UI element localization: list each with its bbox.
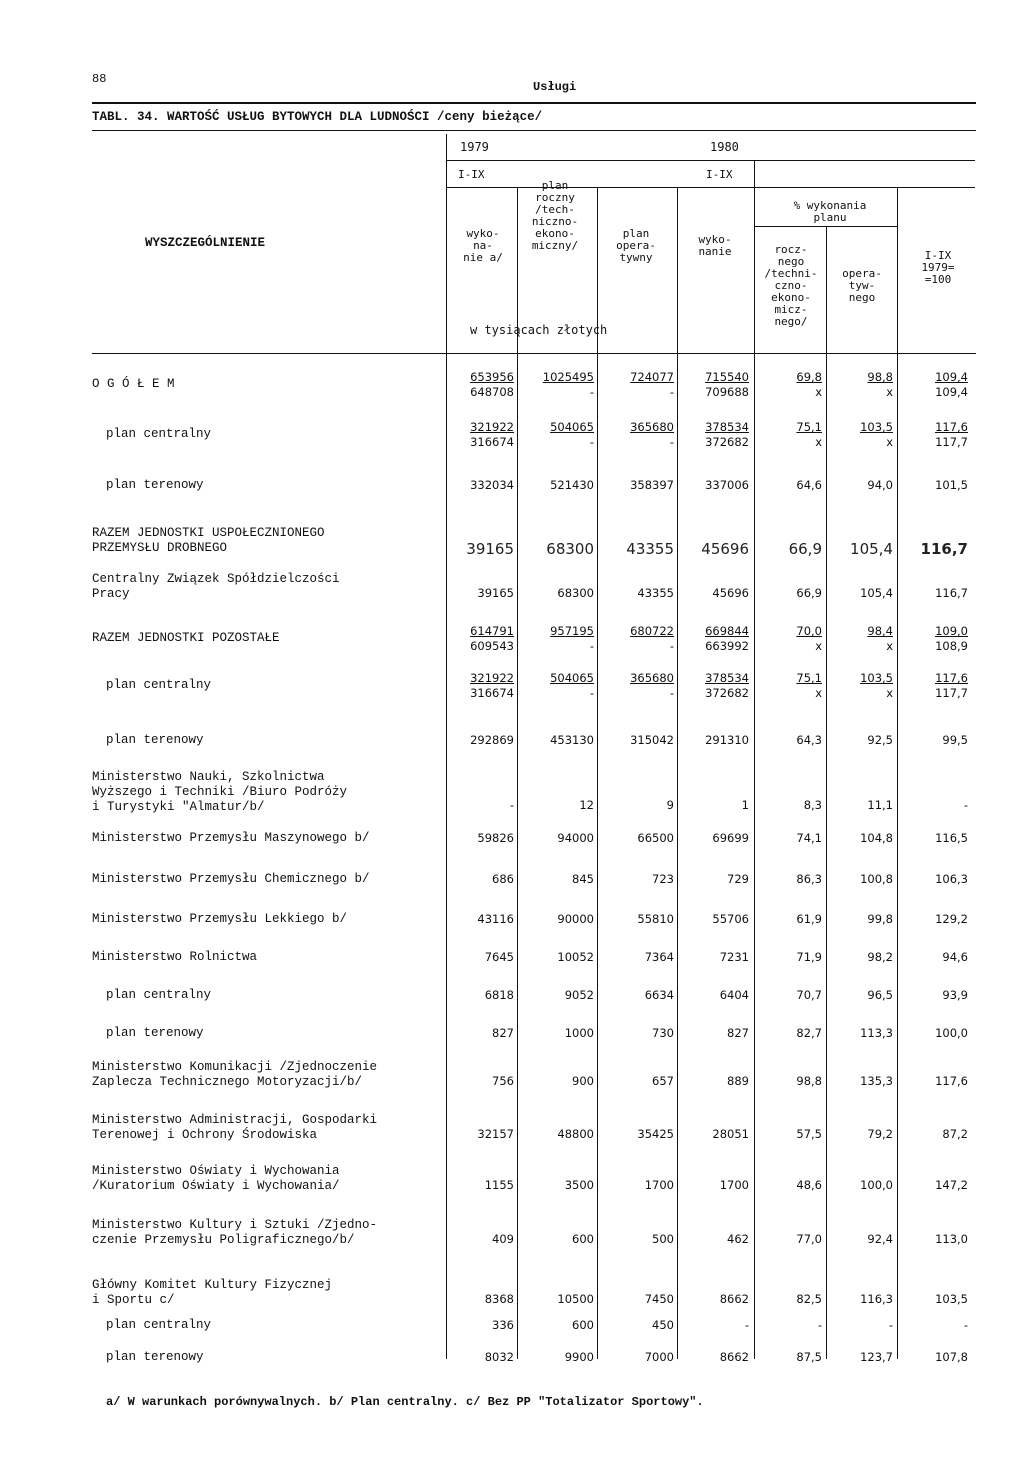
cell-v6: 98,8 [867, 370, 893, 384]
cell-v6: 99,8 [867, 912, 893, 926]
col-line-5 [826, 226, 827, 1359]
row-label: Ministerstwo Przemysłu Chemicznego b/ [92, 872, 370, 886]
cell-v3: 43355 [637, 586, 674, 600]
cell-v3: 7450 [644, 1292, 674, 1306]
cell-v4: 669844 [705, 624, 749, 638]
cell-v1: 8368 [484, 1292, 514, 1306]
cell-v7: 109,4 [935, 370, 968, 384]
cell-v5: 75,1 [796, 420, 822, 434]
cell-v4: 729 [727, 872, 749, 886]
cell-v1: 686 [492, 872, 514, 886]
cell-v2: 94000 [557, 831, 594, 845]
col-pct-header: % wykonania planu [793, 199, 867, 224]
cell-v1: 292869 [470, 733, 514, 747]
cell-v6: 113,3 [860, 1026, 893, 1040]
cell-v6: 103,5 [860, 671, 893, 685]
cell-v1: 756 [492, 1074, 514, 1088]
cell-v5: - [817, 1318, 822, 1332]
row-label: Ministerstwo Przemysłu Maszynowego b/ [92, 831, 370, 845]
cell-v2: 453130 [550, 733, 594, 747]
cell-v6: 96,5 [867, 988, 893, 1002]
year-1979: 1979 [460, 140, 489, 154]
row-label: plan terenowy [106, 1350, 204, 1364]
cell-v7: 116,7 [935, 586, 968, 600]
row-label: Ministerstwo Rolnictwa [92, 950, 258, 964]
cell-v2: 3500 [564, 1178, 594, 1192]
table-title: TABL. 34. WARTOŚĆ USŁUG BYTOWYCH DLA LUDNOŚCI /ceny bieżące/ [92, 110, 543, 124]
cell-v6: 104,8 [860, 831, 893, 845]
cell-v4: 889 [727, 1074, 749, 1088]
cell-v7: 113,0 [935, 1232, 968, 1246]
cell-v4-second: 709688 [705, 385, 749, 399]
year-1980: 1980 [710, 140, 739, 154]
cell-v6: 105,4 [850, 540, 893, 558]
header-rule-1 [447, 160, 975, 161]
cell-v6: 98,4 [867, 624, 893, 638]
cell-v4: 69699 [712, 831, 749, 845]
row-label: plan centralny [106, 1318, 212, 1332]
col-plan-operatywny: plan opera- tywny [616, 227, 656, 264]
cell-v5: 86,3 [796, 872, 822, 886]
cell-v7: 117,6 [935, 1074, 968, 1088]
cell-v2: 48800 [557, 1127, 594, 1141]
cell-v6: 79,2 [867, 1127, 893, 1141]
col-line-0 [446, 134, 447, 1359]
cell-v1: 1155 [484, 1178, 514, 1192]
cell-v5: 66,9 [796, 586, 822, 600]
cell-v5: 8,3 [803, 798, 822, 812]
cell-v4-second: 663992 [705, 639, 749, 653]
cell-v7: 103,5 [935, 1292, 968, 1306]
cell-v5-second: x [815, 686, 822, 700]
row-label: plan centralny [106, 427, 212, 441]
cell-v7-second: 109,4 [935, 385, 968, 399]
row-label: plan centralny [106, 678, 212, 692]
cell-v1-second: 609543 [470, 639, 514, 653]
row-label: plan terenowy [106, 1026, 204, 1040]
cell-v7: 116,5 [935, 831, 968, 845]
cell-v1: 332034 [470, 478, 514, 492]
cell-v6: 92,5 [867, 733, 893, 747]
cell-v5: 57,5 [796, 1127, 822, 1141]
cell-v1: 8032 [484, 1350, 514, 1364]
cell-v1: 59826 [477, 831, 514, 845]
cell-v5: 66,9 [788, 540, 822, 558]
cell-v3: 55810 [637, 912, 674, 926]
cell-v1: 6818 [484, 988, 514, 1002]
cell-v4: 7231 [719, 950, 749, 964]
col-pct-roczny: rocz- nego /techni- czno- ekono- micz- nego/ [764, 243, 818, 328]
cell-v7: 107,8 [935, 1350, 968, 1364]
cell-v1: 7645 [484, 950, 514, 964]
col-line-4 [754, 160, 755, 1359]
cell-v4: 6404 [719, 988, 749, 1002]
cell-v2: 504065 [550, 671, 594, 685]
cell-v3: 724077 [630, 370, 674, 384]
cell-v7-second: 108,9 [935, 639, 968, 653]
cell-v7: 129,2 [935, 912, 968, 926]
cell-v5: 69,8 [796, 370, 822, 384]
cell-v2: 1000 [564, 1026, 594, 1040]
cell-v5: 75,1 [796, 671, 822, 685]
cell-v4: 1700 [719, 1178, 749, 1192]
cell-v7: 117,6 [935, 671, 968, 685]
cell-v1: 43116 [477, 912, 514, 926]
cell-v4: 1 [741, 798, 749, 812]
cell-v3: 680722 [630, 624, 674, 638]
cell-v7-second: 117,7 [935, 435, 968, 449]
cell-v6: 135,3 [860, 1074, 893, 1088]
col-line-2 [597, 187, 598, 1359]
row-label: plan terenowy [106, 478, 204, 492]
cell-v6: 116,3 [860, 1292, 893, 1306]
cell-v6: 94,0 [867, 478, 893, 492]
cell-v4: 378534 [705, 420, 749, 434]
cell-v4: 45696 [712, 586, 749, 600]
cell-v1-second: 648708 [470, 385, 514, 399]
cell-v2: 68300 [557, 586, 594, 600]
cell-v7-second: 117,7 [935, 686, 968, 700]
cell-v5: 70,7 [796, 988, 822, 1002]
cell-v4: 45696 [701, 540, 749, 558]
cell-v2: 90000 [557, 912, 594, 926]
row-label: Ministerstwo Komunikacji /Zjednoczenie Zaplecza Technicznego Motoryzacji/b/ [92, 1060, 378, 1089]
cell-v2: 9052 [564, 988, 594, 1002]
cell-v4: 337006 [705, 478, 749, 492]
cell-v7: 106,3 [935, 872, 968, 886]
cell-v3: 365680 [630, 671, 674, 685]
cell-v5: 71,9 [796, 950, 822, 964]
cell-v6: 123,7 [860, 1350, 893, 1364]
cell-v5-second: x [815, 385, 822, 399]
cell-v2: 12 [579, 798, 594, 812]
cell-v6: 100,8 [860, 872, 893, 886]
cell-v4-second: 372682 [705, 435, 749, 449]
cell-v1: 827 [492, 1026, 514, 1040]
cell-v7: 94,6 [942, 950, 968, 964]
cell-v1: 39165 [466, 540, 514, 558]
cell-v1: 614791 [470, 624, 514, 638]
cell-v7: 93,9 [942, 988, 968, 1002]
col-wykonanie-1980: wyko- nanie [698, 233, 732, 258]
cell-v2: 9900 [564, 1350, 594, 1364]
footnote: a/ W warunkach porównywalnych. b/ Plan centralny. c/ Bez PP "Totalizator Sportowy". [106, 1395, 704, 1409]
cell-v1: - [509, 798, 514, 812]
title-rule [92, 130, 976, 131]
cell-v6-second: x [886, 686, 893, 700]
cell-v6: 105,4 [860, 586, 893, 600]
cell-v5: 98,8 [796, 1074, 822, 1088]
cell-v1-second: 316674 [470, 435, 514, 449]
cell-v6-second: x [886, 639, 893, 653]
top-rule [92, 102, 976, 104]
period-1980: I-IX [706, 168, 733, 181]
cell-v1: 32157 [477, 1127, 514, 1141]
cell-v7: - [963, 1318, 968, 1332]
cell-v3: 500 [652, 1232, 674, 1246]
section-title: Usługi [533, 80, 577, 94]
cell-v6: 103,5 [860, 420, 893, 434]
cell-v5-second: x [815, 435, 822, 449]
cell-v1: 39165 [477, 586, 514, 600]
cell-v2: 521430 [550, 478, 594, 492]
row-label: Ministerstwo Nauki, Szkolnictwa Wyższego i Techniki /Biuro Podróży i Turystyki "Almatur/b/ [92, 770, 348, 814]
col-pct-operatywny: opera- tyw- nego [842, 267, 882, 304]
cell-v2: 10052 [557, 950, 594, 964]
cell-v5: 87,5 [796, 1350, 822, 1364]
cell-v2-second: - [589, 435, 594, 449]
cell-v3: 723 [652, 872, 674, 886]
cell-v2: 957195 [550, 624, 594, 638]
cell-v3: 9 [666, 798, 674, 812]
row-label: plan centralny [106, 988, 212, 1002]
unit-note: w tysiącach złotych [470, 323, 608, 337]
cell-v1: 336 [492, 1318, 514, 1332]
row-label: Ministerstwo Przemysłu Lekkiego b/ [92, 912, 348, 926]
cell-v6: - [888, 1318, 893, 1332]
cell-v3: 450 [652, 1318, 674, 1332]
cell-v6: 100,0 [860, 1178, 893, 1192]
cell-v3: 6634 [644, 988, 674, 1002]
cell-v3: 7364 [644, 950, 674, 964]
page-number: 88 [92, 72, 107, 86]
cell-v4: 462 [727, 1232, 749, 1246]
specification-header: WYSZCZEGÓLNIENIE [145, 236, 266, 250]
cell-v2: 504065 [550, 420, 594, 434]
col-line-1 [517, 187, 518, 1359]
cell-v3-second: - [669, 639, 674, 653]
cell-v2: 845 [572, 872, 594, 886]
cell-v5: 82,7 [796, 1026, 822, 1040]
cell-v7: 117,6 [935, 420, 968, 434]
cell-v6-second: x [886, 435, 893, 449]
cell-v7: 100,0 [935, 1026, 968, 1040]
cell-v2-second: - [589, 639, 594, 653]
cell-v6: 98,2 [867, 950, 893, 964]
row-label: RAZEM JEDNOSTKI USPOŁECZNIONEGO PRZEMYSŁU DROBNEGO [92, 526, 325, 555]
cell-v5-second: x [815, 639, 822, 653]
cell-v5: 74,1 [796, 831, 822, 845]
cell-v4: - [744, 1318, 749, 1332]
cell-v3: 657 [652, 1074, 674, 1088]
cell-v3: 1700 [644, 1178, 674, 1192]
col-line-3 [677, 187, 678, 1359]
row-label: Centralny Związek Spółdzielczości Pracy [92, 572, 340, 601]
cell-v4: 715540 [705, 370, 749, 384]
cell-v3: 43355 [626, 540, 674, 558]
row-label: Ministerstwo Kultury i Sztuki /Zjedno- czenie Przemysłu Poligraficznego/b/ [92, 1218, 378, 1247]
cell-v7: 109,0 [935, 624, 968, 638]
row-label: Główny Komitet Kultury Fizycznej i Sportu c/ [92, 1278, 333, 1307]
col-wykonanie-1979: wyko- na- nie a/ [463, 227, 503, 264]
cell-v3: 7000 [644, 1350, 674, 1364]
cell-v2: 1025495 [542, 370, 594, 384]
cell-v5: 64,6 [796, 478, 822, 492]
period-1979: I-IX [458, 168, 485, 181]
cell-v3: 66500 [637, 831, 674, 845]
row-label: plan terenowy [106, 733, 204, 747]
cell-v7: 147,2 [935, 1178, 968, 1192]
col-line-6 [897, 187, 898, 1359]
cell-v6-second: x [886, 385, 893, 399]
cell-v2: 600 [572, 1318, 594, 1332]
cell-v2-second: - [589, 686, 594, 700]
cell-v4: 8662 [719, 1292, 749, 1306]
cell-v5: 70,0 [796, 624, 822, 638]
cell-v7: 99,5 [942, 733, 968, 747]
cell-v1: 321922 [470, 671, 514, 685]
cell-v2: 68300 [546, 540, 594, 558]
cell-v4: 8662 [719, 1350, 749, 1364]
cell-v6: 11,1 [867, 798, 893, 812]
cell-v5: 82,5 [796, 1292, 822, 1306]
row-label: Ministerstwo Administracji, Gospodarki Terenowej i Ochrony Środowiska [92, 1113, 378, 1142]
row-label: O G Ó Ł E M [92, 377, 175, 391]
cell-v1: 653956 [470, 370, 514, 384]
cell-v4: 378534 [705, 671, 749, 685]
cell-v7: - [963, 798, 968, 812]
col-index: I-IX 1979= =100 [921, 249, 955, 286]
cell-v3-second: - [669, 385, 674, 399]
header-bottom-rule [92, 353, 976, 354]
cell-v4: 291310 [705, 733, 749, 747]
cell-v1-second: 316674 [470, 686, 514, 700]
row-label: RAZEM JEDNOSTKI POZOSTAŁE [92, 631, 280, 645]
row-label: Ministerstwo Oświaty i Wychowania /Kuratorium Oświaty i Wychowania/ [92, 1164, 340, 1193]
cell-v4: 55706 [712, 912, 749, 926]
cell-v4: 28051 [712, 1127, 749, 1141]
cell-v2: 600 [572, 1232, 594, 1246]
cell-v3: 358397 [630, 478, 674, 492]
cell-v3: 365680 [630, 420, 674, 434]
cell-v7: 101,5 [935, 478, 968, 492]
cell-v3: 730 [652, 1026, 674, 1040]
cell-v5: 61,9 [796, 912, 822, 926]
cell-v5: 64,3 [796, 733, 822, 747]
col-plan-roczny: plan roczny /tech- niczno- ekono- miczny/ [531, 179, 579, 252]
cell-v6: 92,4 [867, 1232, 893, 1246]
cell-v2-second: - [589, 385, 594, 399]
cell-v1: 321922 [470, 420, 514, 434]
cell-v3: 35425 [637, 1127, 674, 1141]
cell-v5: 77,0 [796, 1232, 822, 1246]
cell-v2: 10500 [557, 1292, 594, 1306]
cell-v7: 116,7 [920, 540, 968, 558]
cell-v4-second: 372682 [705, 686, 749, 700]
cell-v1: 409 [492, 1232, 514, 1246]
cell-v5: 48,6 [796, 1178, 822, 1192]
cell-v3: 315042 [630, 733, 674, 747]
cell-v3-second: - [669, 435, 674, 449]
cell-v2: 900 [572, 1074, 594, 1088]
cell-v7: 87,2 [942, 1127, 968, 1141]
cell-v4: 827 [727, 1026, 749, 1040]
cell-v3-second: - [669, 686, 674, 700]
